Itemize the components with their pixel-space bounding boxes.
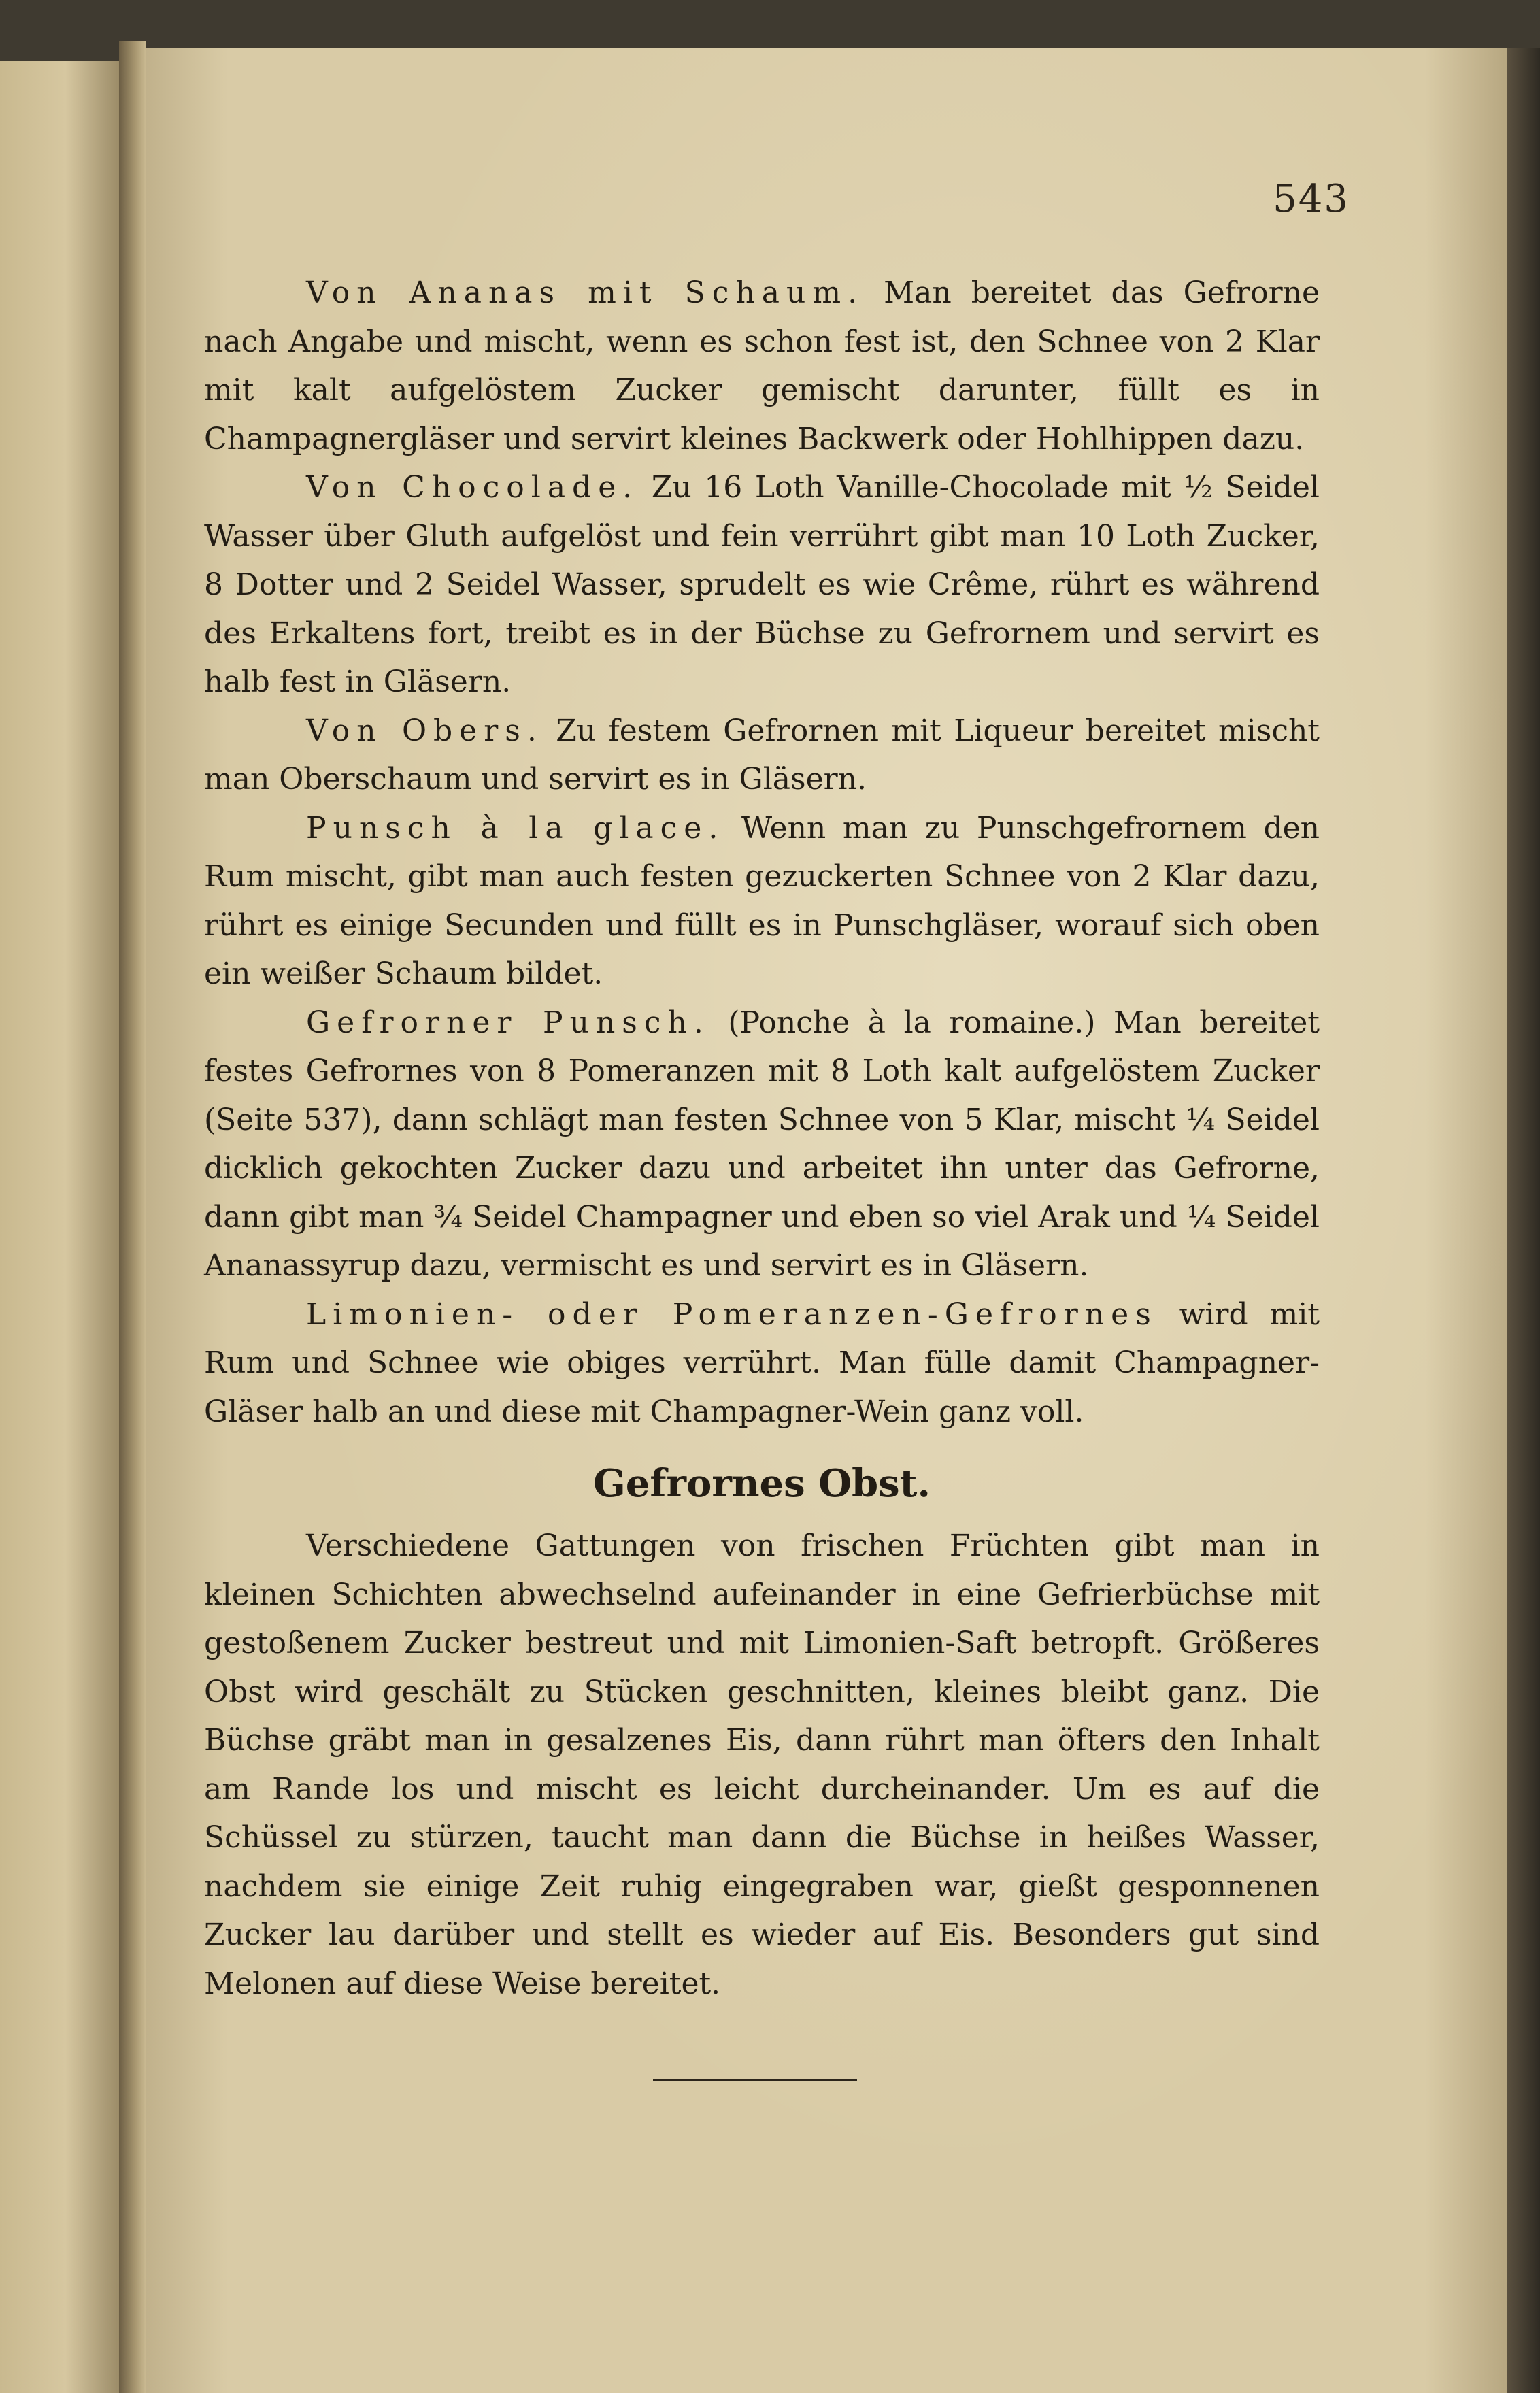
recipe-text: wird mit Rum und Schnee wie obiges verrührt. Man fülle damit Champagner-Gläser halb an und diese mit Champagner-Wein ganz voll. <box>204 1296 1320 1429</box>
section-heading: Gefrornes Obst. <box>592 1461 931 1506</box>
recipe-title: Limonien- oder Pomeranzen-Gefrornes <box>306 1296 1158 1332</box>
book-gutter <box>119 41 146 2393</box>
recipe-paragraph <box>204 804 1320 999</box>
recipe-text: Man bereitet das Gefrorne nach Angabe und mischt, wenn es schon fest ist, den Schnee von 2 Klar mit kalt aufgelöstem Zucker gemischt darunter, füllt es in Champagnergläser und servirt kleines Backwerk oder Hohlhippen dazu. <box>204 275 1320 456</box>
recipe-title: Von Obers. <box>306 713 543 748</box>
recipe-text: Wenn man zu Punschgefrornem den Rum mischt, gibt man auch festen gezuckerten Schnee von 2 Klar dazu, rührt es einige Secunden und füllt es in Punschgläser, worauf sich oben ein weißer Schaum bildet. <box>204 810 1320 991</box>
recipe-text: Zu festem Gefrornen mit Liqueur bereitet mischt man Oberschaum und servirt es in Gläsern. <box>204 713 1320 797</box>
recipe-paragraph <box>204 999 1320 1290</box>
footnote-rule <box>653 2079 857 2081</box>
recipe-paragraph <box>204 707 1320 804</box>
recipe-title: Von Ananas mit Schaum. <box>306 275 865 310</box>
recipe-paragraph <box>204 463 1320 707</box>
recipe-paragraph <box>204 269 1320 463</box>
recipe-title: Gefrorner Punsch. <box>306 1005 710 1040</box>
recipe-paragraph <box>204 1290 1320 1437</box>
facing-page-edge <box>0 61 119 2393</box>
recipe-text: Zu 16 Loth Vanille-Chocolade mit ½ Seidel Wasser über Gluth aufgelöst und fein verrührt gibt man 10 Loth Zucker, 8 Dotter und 2 Seidel Wasser, sprudelt es wie Crême, rührt es während des Erkaltens fort, treibt es in der Büchse zu Gefrornem und servirt es halb fest in Gläsern. <box>204 470 1320 699</box>
section-paragraph: Verschiedene Gattungen von frischen Früchten gibt man in kleinen Schichten abwechselnd aufeinander in eine Gefrierbüchse mit gestoßenem Zucker bestreut und mit Limonien-Saft betropft. Größeres Obst wird geschält zu Stücken geschnitten, kleines bleibt ganz. Die Büchse gräbt man in gesalzenes Eis, dann rührt man öfters den Inhalt am Rande los und mischt es leicht durcheinander. Um es auf die Schüssel zu stürzen, taucht man dann die Büchse in heißes Wasser, nachdem sie einige Zeit ruhig eingegraben war, gießt gesponnenen Zucker lau darüber und stellt es wieder auf Eis. Besonders gut sind Melonen auf diese Weise bereitet. <box>204 1528 1320 2001</box>
page-number: 543 <box>1273 177 1350 221</box>
recipe-title: Punsch à la glace. <box>306 810 725 846</box>
recipe-text: (Ponche à la romaine.) Man bereitet festes Gefrornes von 8 Pomeranzen mit 8 Loth kalt aufgelöstem Zucker (Seite 537), dann schlägt man festen Schnee von 5 Klar, mischt ¼ Seidel dicklich gekochten Zucker dazu und arbeitet ihn unter das Gefrorne, dann gibt man ¾ Seidel Champagner und eben so viel Arak und ¼ Seidel Ananassyrup dazu, vermischt es und servirt es in Gläsern. <box>204 1005 1320 1283</box>
body-text <box>204 269 1320 2008</box>
recipe-title: Von Chocolade. <box>306 470 639 505</box>
page-right-edge <box>1507 48 1540 2393</box>
